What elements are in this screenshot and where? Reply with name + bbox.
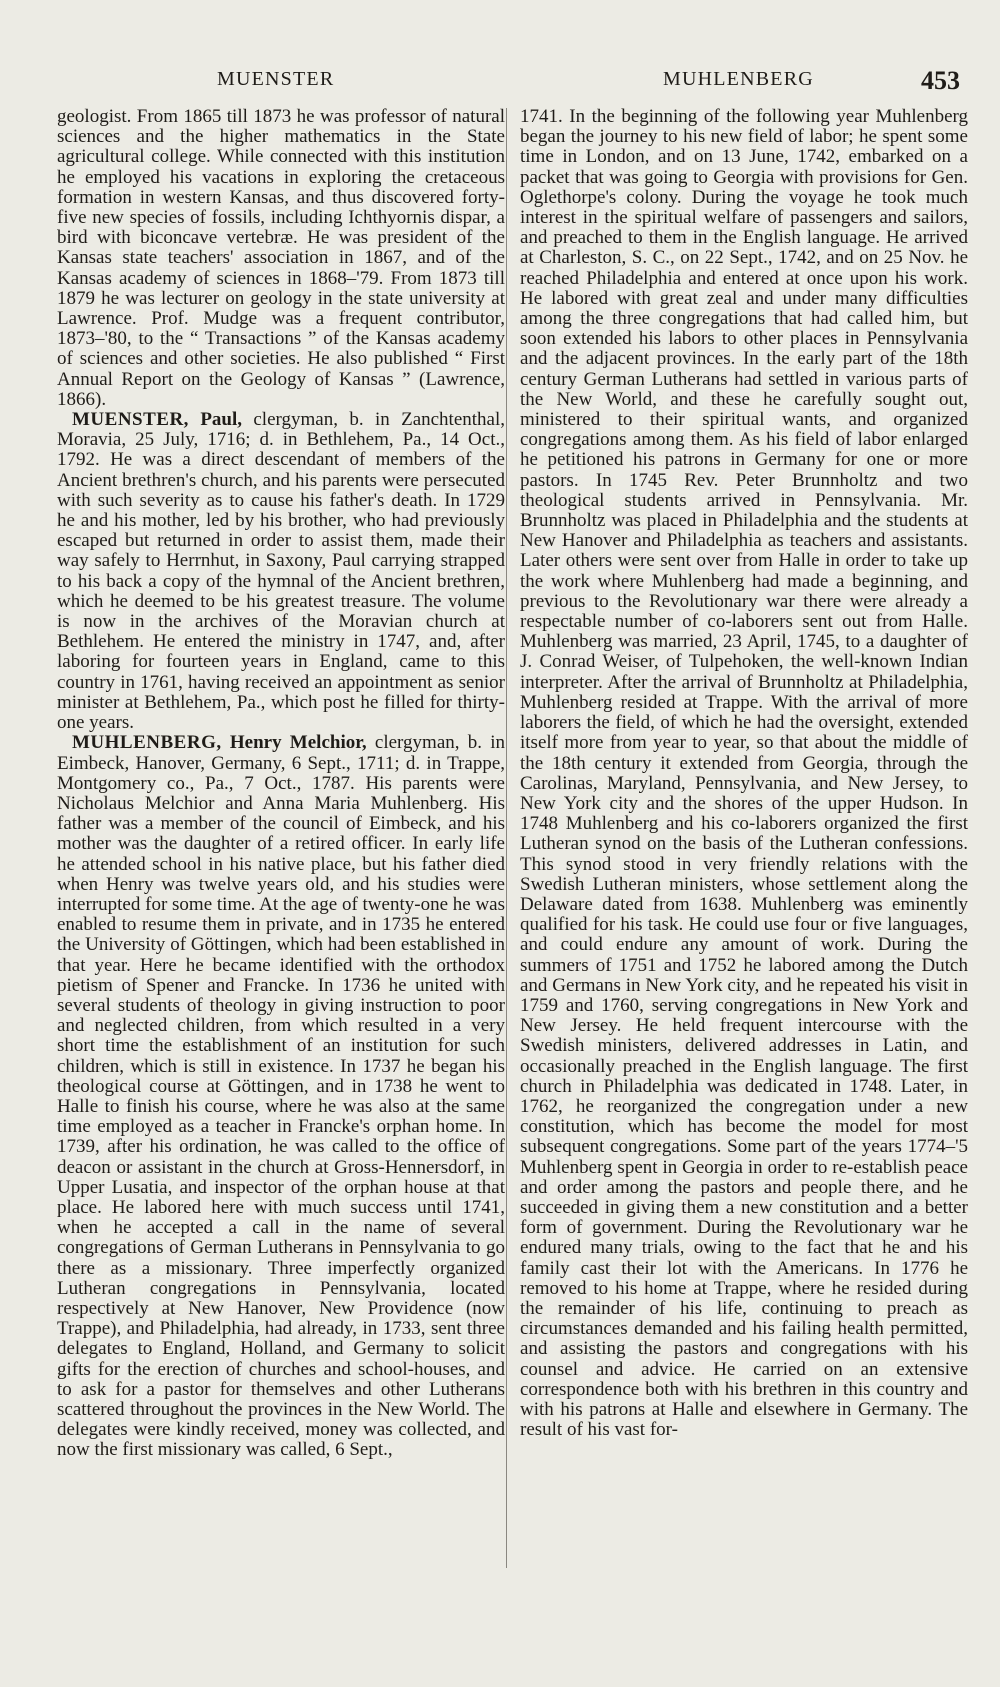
running-header <box>55 66 960 100</box>
header-left-term: MUENSTER <box>217 68 335 90</box>
entry-muenster <box>57 410 505 733</box>
entry-text: clergyman, b. in Zanchtenthal, Moravia, 25 July, 1716; d. in Bethlehem, Pa., 14 Oct., 1792. He was a direct descendant of members of the Ancient brethren's church, and his parents were persecuted with such severity as to cause his father's death. In 1729 he and his mother, led by his brother, who had previously escaped but returned in order to assist them, made their way safely to Herrnhut, in Saxony, Paul carrying strapped to his back a copy of the hymnal of the Ancient brethren, which he deemed to be his greatest treasure. The volume is now in the archives of the Moravian church at Bethlehem. He entered the ministry in 1747, and, after laboring for fourteen years in England, came to this country in 1761, having received an appointment as senior minister at Bethlehem, Pa., which post he filled for thirty-one years. <box>57 409 506 734</box>
continued-entry-text: 1741. In the beginning of the following year Muhlenberg began the journey to his new field of labor; he spent some time in London, and on 13 June, 1742, embarked on a packet that was going to Georgia with provisions for Gen. Oglethorpe's colony. During the voyage he took much interest in the spiritual welfare of passengers and sailors, and preached to them in the English language. He arrived at Charleston, S. C., on 22 Sept., 1742, and on 25 Nov. he reached Philadelphia and entered at once upon his work. He labored with great zeal and under many difficulties among the three congregations that had called him, but soon extended his labors to other places in Pennsylvania and the adjacent provinces. In the early part of the 18th century German Lutherans had settled in various parts of the New World, and these he carefully sought out, ministered to their spiritual wants, and organized congregations among them. As his field of labor enlarged he petitioned his patrons in Germany for one or more pastors. In 1745 Rev. Peter Brunnholtz and two theological students arrived in Pennsylvania. Mr. Brunnholtz was placed in Philadelphia and the students at New Hanover and Philadelphia as teachers and assistants. Later others were sent over from Halle in order to take up the work where Muhlenberg had made a beginning, and previous to the Revolutionary war there were already a respectable number of co-laborers sent out from Halle. Muhlenberg was married, 23 April, 1745, to a daughter of J. Conrad Weiser, of Tulpehoken, the well-known Indian interpreter. After the arrival of Brunnholtz at Philadelphia, Muhlenberg resided at Trappe. With the arrival of more laborers the field, of which he had the oversight, extended itself more from year to year, so that about the middle of the 18th century it extended from Georgia, through the Carolinas, Maryland, Pennsylvania, and New Jersey, to New York city and the shores of the upper Hudson. In 1748 Muhlenberg and his co-laborers organized the first Lutheran synod on the basis of the Lutheran confessions. This synod stood in very friendly relations with the Swedish Lutheran ministers, whose settlement along the Delaware dated from 1638. Muhlenberg was eminently qualified for his task. He could use four or five languages, and could endure any amount of work. During the summers of 1751 and 1752 he labored among the Dutch and Germans in New York city, and he repeated his visit in 1759 and 1760, serving congregations in New York and New Jersey. He held frequent intercourse with the Swedish ministers, delivered addresses in Latin, and occasionally preached in the English language. The first church in Philadelphia was dedicated in 1748. Later, in 1762, he reorganized the congregation under a new constitution, which has become the model for most subsequent congregations. Some part of the years 1774–'5 Muhlenberg spent in Georgia in order to re-establish peace and order among the pastors and people there, and he succeeded in giving them a new constitution and a better form of government. During the Revolutionary war he endured many trials, owing to the fact that he and his family cast their lot with the Americans. In 1776 he removed to his home at Trappe, where he resided during the remainder of his life, continuing to preach as circumstances demanded and his failing health permitted, and assisting the pastors and congregations with his counsel and advice. He carried on an extensive correspondence both with his brethren in this country and with his patrons at Halle and elsewhere in Germany. The result of his vast for- <box>520 106 968 1441</box>
right-column <box>520 107 968 1440</box>
column-divider <box>506 108 507 1568</box>
entry-muhlenberg <box>57 733 505 1460</box>
entry-given-name: Paul, <box>200 409 243 431</box>
page-number: 453 <box>921 66 960 95</box>
left-column <box>57 107 505 1461</box>
continued-paragraph: geologist. From 1865 till 1873 he was professor of natural sciences and the higher mathematics in the State agricultural college. While connected with this institution he employed his vacations in exploring the cretaceous formation in western Kansas, and thus discovered forty-five new species of fossils, including Ichthyornis dispar, a bird with biconcave vertebræ. He was president of the Kansas state teachers' association in 1867, and of the Kansas academy of sciences in 1868–'79. From 1873 till 1879 he was lecturer on geology in the state university at Lawrence. Prof. Mudge was a frequent contributor, 1873–'80, to the “ Transactions ” of the Kansas academy of sciences and other societies. He also published “ First Annual Report on the Geology of Kansas ” (Lawrence, 1866). <box>57 106 505 410</box>
header-right-term: MUHLENBERG <box>663 68 814 90</box>
entry-surname: MUHLENBERG, <box>72 732 222 754</box>
entry-given-name: Henry Melchior, <box>229 732 367 754</box>
entry-text: clergyman, b. in Eimbeck, Hanover, Germany, 6 Sept., 1711; d. in Trappe, Montgomery co., Pa., 7 Oct., 1787. His parents were Nicholaus Melchior and Anna Maria Muhlenberg. His father was a member of the council of Eimbeck, and his mother was the daughter of a retired officer. In early life he attended school in his native place, but his father died when Henry was twelve years old, and his studies were interrupted for some time. At the age of twenty-one he was enabled to resume them in private, and in 1735 he entered the University of Göttingen, which had been established in that year. Here he became identified with the orthodox pietism of Spener and Francke. In 1736 he united with several students of theology in giving instruction to poor and neglected children, from which resulted in a very short time the establishment of an institution for such children, which is still in existence. In 1737 he began his theological course at Göttingen, and in 1738 he went to Halle to finish his course, where he was also at the same time employed as a teacher in Francke's orphan home. In 1739, after his ordination, he was called to the office of deacon or assistant in the church at Gross-Hennersdorf, in Upper Lusatia, and inspector of the orphan house at that place. He labored here with much success until 1741, when he accepted a call in the name of several congregations of German Lutherans in Pennsylvania to go there as a missionary. Three imperfectly organized Lutheran congregations in Pennsylvania, located respectively at New Hanover, New Providence (now Trappe), and Philadelphia, had already, in 1733, sent three delegates to England, Holland, and Germany to solicit gifts for the erection of churches and school-houses, and to ask for a pastor for themselves and other Lutherans scattered throughout the provinces in the New World. The delegates were kindly received, money was collected, and now the first missionary was called, 6 Sept., <box>57 732 506 1461</box>
entry-surname: MUENSTER, <box>72 409 189 431</box>
